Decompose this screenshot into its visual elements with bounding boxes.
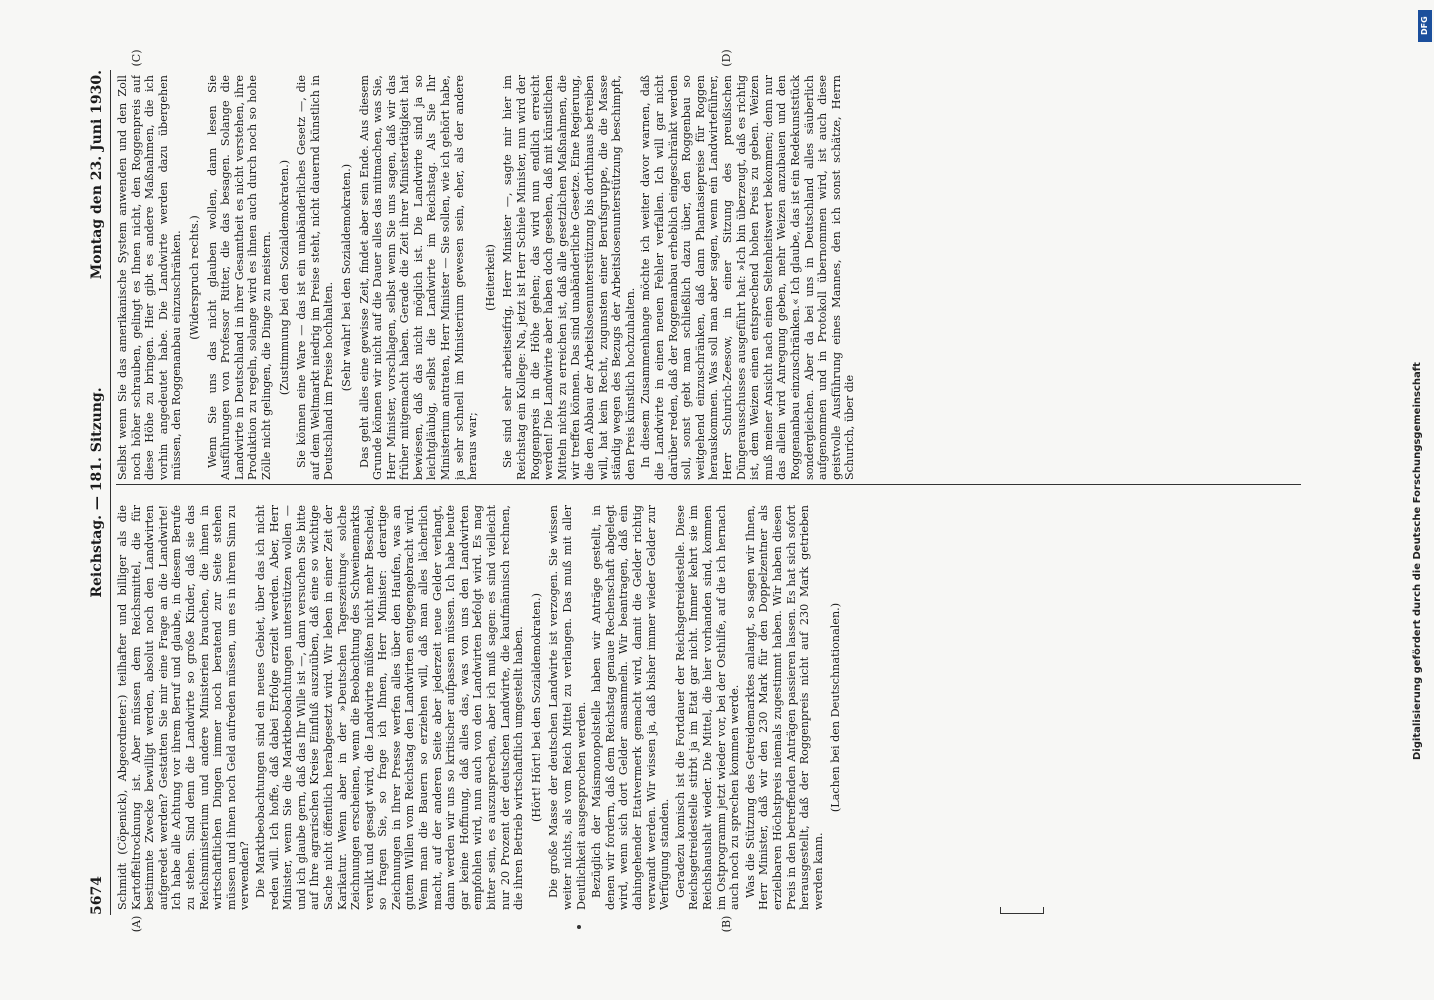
interjection: (Hört! Hört! bei den Sozialdemokraten.) xyxy=(529,593,543,822)
margin-marker-c: (C) xyxy=(130,49,143,67)
digitization-sidebar xyxy=(1408,0,1428,1000)
paragraph: Bezüglich der Maismonopolstelle haben wir Anträge gestellt, in denen wir fordern, daß dem Reichstag genaue Rechenschaft abgelegt wird, wenn sich dort Gelder ansammeln. Wir beantragen, daß ein dahingehender Etatvermerk gemacht wird, damit die Gelder richtig verwandt werden. Wir wissen ja, daß bisher immer wieder Gelder zur Verfügung standen. xyxy=(590,505,672,910)
page-header xyxy=(88,70,106,915)
interjection: (Sehr wahr! bei den Sozialdemokraten.) xyxy=(339,163,353,392)
column-divider xyxy=(116,484,1301,485)
dfg-logo: DFG xyxy=(1418,10,1432,42)
margin-marker-a: (A) xyxy=(130,915,143,933)
interjection: (Zustimmung bei den Sozialdemokraten.) xyxy=(277,159,291,396)
ink-speck xyxy=(577,925,581,929)
paragraph: Wenn Sie uns das nicht glauben wollen, dann lesen Sie Ausführungen von Professor Ritter, die das besagen. Solange die Landwirte in Deutschland in ihrer Gesamtheit es nicht verstehen, ihre Produktion zu regeln, solange wird es ihnen auch durch noch so hohe Zölle nicht gelingen, die Dinge zu meistern. xyxy=(205,75,273,480)
session-date: Montag den 23. Juni 1930. xyxy=(89,70,105,280)
session-title: Reichstag. — 181. Sitzung. xyxy=(89,387,105,598)
page-number: 5674 xyxy=(89,876,105,915)
paragraph: Die Marktbeobachtungen sind ein neues Gebiet, über das ich nicht reden will. Ich hoffe, daß dabei Erfolge erzielt werden. Aber, Herr Minister, wenn Sie die Marktbeobachtungen unterstützen wollen — und ich glaube gern, daß das Ihr Wille ist —, dann versuchen Sie bitte auf Ihre agrarischen Kreise Einfluß auszuüben, daß eine so wichtige Sache nicht öffentlich herabgesetzt wird. Wir leben in einer Zeit der Karikatur. Wenn aber in der »Deutschen Tageszeitung« solche Zeichnungen erscheinen, wenn die Beobachtung des Schweinemarkts verulkt und gesagt wird, die Landwirte müßten nicht mehr Bescheid, so fragen Sie, so frage ich Ihnen, Herr Minister: derartige Zeichnungen in Ihrer Presse werfen alles über den Haufen, was an gutem Willen vom Reichstag den Landwirten entgegengebracht wird. Wenn man die Bauern so erziehen will, daß man alles lächerlich macht, auf der anderen Seite aber jederzeit neue Gelder verlangt, dann werden wir uns so kritischer aufpassen müssen. Ich habe heute gar keine Hoffnung, daß alles das, was von uns den Landwirten empfohlen wird, nun auch von den Landwirten befolgt wird. Es mag bitter sein, es auszusprechen, aber ich muß sagen: es sind vielleicht nur 20 Prozent der deutschen Landwirte, die kaufmännisch rechnen, die ihren Betrieb wirtschaftlich umgestellt haben. xyxy=(253,505,526,910)
paragraph: Schmidt (Cöpenick), Abgeordneter:) teilhafter und billiger als die Kartoffeltrocknung ist. Aber müssen dem Reichsmittel, die für bestimmte Zwecke bewilligt werden, absolut noch den Landwirten aufgeredet werden? Gestatten Sie mir eine Frage an die Landwirte! Ich habe alle Achtung vor ihrem Beruf und glaube, in diesem Berufe zu stehen. Sind denn die Landwirte so große Kinder, daß sie das Reichsministerium und andere Ministerien brauchen, die ihnen in wirtschaftlichen Dingen immer noch beratend zur Seite stehen müssen und ihnen noch Geld aufreden müssen, um es in ihrem Sinn zu verwenden? xyxy=(116,505,252,910)
margin-marker-d: (D) xyxy=(720,49,733,67)
interjection: (Widerspruch rechts.) xyxy=(187,215,201,340)
header-rule xyxy=(110,70,111,915)
funding-notice: Digitalisierung gefördert durch die Deutsche Forschungsgemeinschaft xyxy=(1412,362,1423,760)
paragraph: Sie können eine Ware — das ist ein unabänderliches Gesetz —, die auf dem Weltmarkt niedrig im Preise steht, nicht dauernd künstlich in Deutschland im Preise hochhalten. xyxy=(295,75,336,480)
text-column-right xyxy=(116,75,1301,480)
paragraph: Geradezu komisch ist die Fortdauer der Reichsgetreidestelle. Diese Reichsgetreidestelle stirbt ja im Etat gar nicht. Immer kehrt sie im Reichshaushalt wieder. Die Mittel, die hier vorhanden sind, kommen im Ostprogramm jetzt wieder vor, bei der Osthilfe, auf die ich hernach auch noch zu sprechen kommen werde. xyxy=(673,505,742,910)
paragraph: Selbst wenn Sie das amerikanische System anwenden und den Zoll noch höher schrauben, gelingt es Ihnen nicht, den Roggenpreis auf diese Höhe zu bringen. Hier gibt es andere Maßnahmen, die ich vorhin angedeutet habe. Die Landwirte werden dazu übergehen müssen, den Roggenanbau einzuschränken. xyxy=(116,75,184,480)
paragraph: In diesem Zusammenhange möchte ich weiter davor warnen, daß die Landwirte in einen neuen Fehler verfallen. Ich will gar nicht darüber reden, daß der Roggenanbau erheblich eingeschränkt werden soll, sonst gebt man schließlich dazu über, den Roggenbau so weitgehend einzuschränken, daß dann Phantasiepreise für Roggen herauskommen. Was soll man aber sagen, wenn ein Landwirteführer, Herr Schurich-Zeesow, in einer Sitzung des preußischen Düngerausschusses ausgeführt hat: »Ich bin überzeugt, daß es richtig ist, dem Weizen einen entsprechend hohen Preis zu geben. Weizen muß meiner Ansicht nach einen Seltenheitswert bekommen; denn nur das allein wird Anregung geben, mehr Weizen anzubauen und den Roggenanbau einzuschränken.« Ich glaube, das ist ein Redekunststück sondergleichen. Aber da bei uns in Deutschland alles säuberlich aufgenommen und in Protokoll übernommen wird, ist auch diese geistvolle Ausführung eines Mannes, den ich sonst schätze, Herrn Schurich, über die xyxy=(639,75,857,480)
margin-marker-b: (B) xyxy=(720,915,733,933)
text-column-left xyxy=(116,505,1301,910)
interjection: (Lachen bei den Deutschnationalen.) xyxy=(829,602,843,813)
paragraph: Was die Stützung des Getreidemarktes anlangt, so sagen wir Ihnen, Herr Minister, daß wir den 230 Mark für den Doppelzentner als erzielbaren Höchstpreis niemals zugestimmt haben. Wir haben diesen Preis in den betreffenden Anträgen passieren lassen. Es hat sich sofort herausgestellt, daß der Roggenpreis nicht auf 230 Mark getrieben werden kann. xyxy=(743,505,825,910)
paragraph: Das geht alles eine gewisse Zeit, findet aber sein Ende. Aus diesem Grunde können wir nicht auf die Dauer alles das mitmachen, was Sie, Herr Minister, vorschlagen, selbst wenn Sie uns sagen, daß wir das früher mitgemacht haben. Gerade die Zeit ihrer Ministertätigkeit hat bewiesen, daß das nicht möglich ist. Die Landwirte sind ja so leichtgläubig, selbst die Landwirte im Reichstag. Als Sie Ihr Ministerium antraten, Herr Minister — Sie sollen, wie ich gehört habe, ja sehr schnell im Ministerium gewesen sein, eher, als der andere heraus war; xyxy=(357,75,480,480)
paragraph: Die große Masse der deutschen Landwirte ist verzogen. Sie wissen weiter nichts, als vom Reich Mittel zu verlangen. Das muß mit aller Deutlichkeit ausgesprochen werden. xyxy=(547,505,588,910)
paragraph: Sie sind sehr arbeitseifrig, Herr Minister —, sagte mir hier im Reichstag ein Kollege: Na, jetzt ist Herr Schiele Minister, nun wird der Roggenpreis in die Höhe gehen; das wird nun endlich erreicht werden! Die Landwirte aber haben doch gesehen, daß mit künstlichen Mitteln nichts zu erreichen ist, daß alle gesetzlichen Maßnahmen, die wir treffen können. Das sind unabänderliche Gesetze. Eine Regierung, die den Abbau der Arbeitslosenunterstützung bis dorthinaus betreiben will, hat kein Recht, zugunsten einer Berufsgruppe, die die Masse ständig wegen des Bezugs der Arbeitslosenunterstützung beschimpft, den Preis künstlich hochzuhalten. xyxy=(501,75,637,480)
interjection: (Heiterkeit) xyxy=(483,244,497,311)
